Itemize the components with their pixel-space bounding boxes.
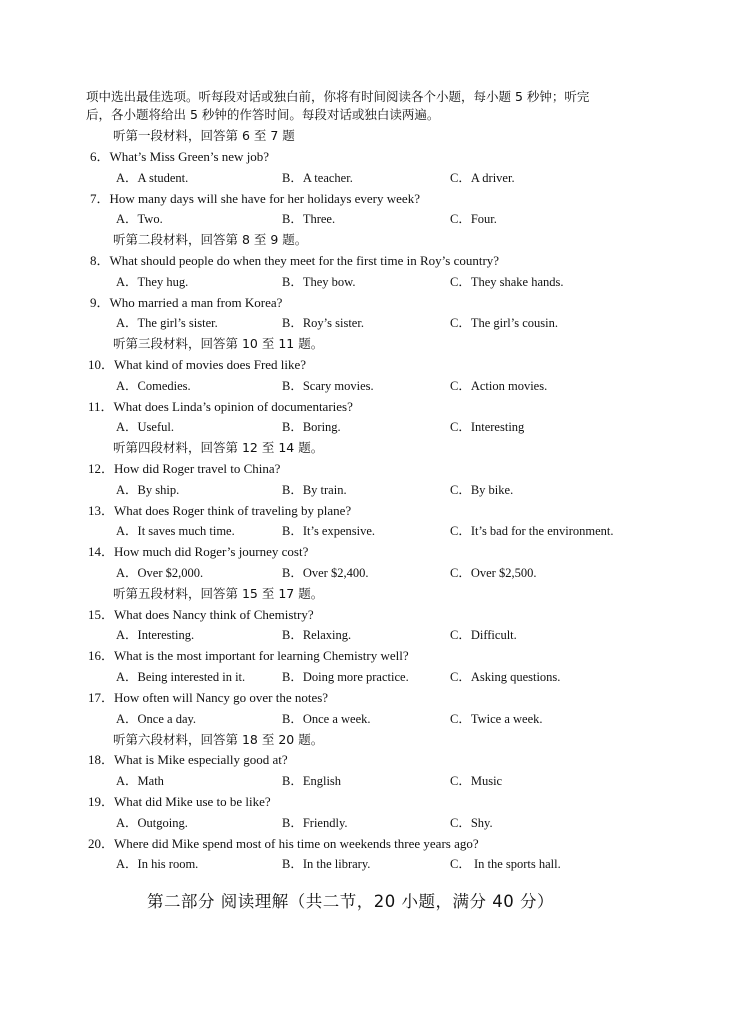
q14-option-a: A．Over $2,000. xyxy=(116,566,204,580)
q16-option-c: C．Asking questions. xyxy=(450,670,561,684)
q20-option-c: C． In the sports hall. xyxy=(450,857,561,871)
q18-option-a: A．Math xyxy=(116,774,164,788)
q10-option-a: A．Comedies. xyxy=(116,379,191,393)
q8-option-a: A．They hug. xyxy=(116,275,189,289)
q19-option-a: A．Outgoing. xyxy=(116,816,188,830)
question-19: 19．What did Mike use to be like? xyxy=(88,794,271,809)
q7-option-c: C．Four. xyxy=(450,212,497,226)
q13-option-c: C．It’s bad for the environment. xyxy=(450,524,614,538)
section-title: 第二部分 阅读理解（共二节，20 小题，满分 40 分） xyxy=(147,892,554,911)
q16-option-a: A．Being interested in it. xyxy=(116,670,246,684)
question-13: 13．What does Roger think of traveling by plane? xyxy=(88,503,352,518)
question-12: 12．How did Roger travel to China? xyxy=(88,461,281,476)
q11-option-a: A．Useful. xyxy=(116,420,174,434)
q17-option-a: A．Once a day. xyxy=(116,712,197,726)
question-20: 20．Where did Mike spend most of his time on weekends three years ago? xyxy=(88,836,479,851)
q20-option-a: A．In his room. xyxy=(116,857,199,871)
q13-option-b: B．It’s expensive. xyxy=(282,524,376,538)
q20-option-b: B．In the library. xyxy=(282,857,371,871)
q10-option-b: B．Scary movies. xyxy=(282,379,374,393)
passage-heading-4: 听第四段材料，回答第 12 至 14 题。 xyxy=(113,440,324,455)
q15-option-c: C．Difficult. xyxy=(450,628,517,642)
question-10: 10．What kind of movies does Fred like? xyxy=(88,357,307,372)
q10-option-c: C．Action movies. xyxy=(450,379,548,393)
q8-option-b: B．They bow. xyxy=(282,275,356,289)
q15-option-a: A．Interesting. xyxy=(116,628,195,642)
question-14: 14．How much did Roger’s journey cost? xyxy=(88,544,309,559)
q17-option-c: C．Twice a week. xyxy=(450,712,543,726)
question-18: 18．What is Mike especially good at? xyxy=(88,752,288,767)
question-15: 15．What does Nancy think of Chemistry? xyxy=(88,607,314,622)
q16-option-b: B．Doing more practice. xyxy=(282,670,409,684)
q12-option-c: C．By bike. xyxy=(450,483,514,497)
passage-heading-2: 听第二段材料，回答第 8 至 9 题。 xyxy=(113,232,308,247)
question-6: 6．What’s Miss Green’s new job? xyxy=(90,149,270,164)
q18-option-b: B．English xyxy=(282,774,342,788)
question-11: 11．What does Linda’s opinion of documentaries? xyxy=(88,399,353,414)
q6-option-b: B．A teacher. xyxy=(282,171,353,185)
passage-heading-3: 听第三段材料，回答第 10 至 11 题。 xyxy=(113,336,324,351)
q18-option-c: C．Music xyxy=(450,774,503,788)
q6-option-c: C．A driver. xyxy=(450,171,515,185)
q11-option-b: B．Boring. xyxy=(282,420,341,434)
q14-option-b: B．Over $2,400. xyxy=(282,566,369,580)
q11-option-c: C．Interesting xyxy=(450,420,525,434)
q12-option-b: B．By train. xyxy=(282,483,347,497)
question-17: 17．How often will Nancy go over the notes? xyxy=(88,690,329,705)
question-9: 9．Who married a man from Korea? xyxy=(90,295,283,310)
q19-option-c: C．Shy. xyxy=(450,816,493,830)
q19-option-b: B．Friendly. xyxy=(282,816,348,830)
question-16: 16．What is the most important for learning Chemistry well? xyxy=(88,648,409,663)
question-7: 7．How many days will she have for her holidays every week? xyxy=(90,191,420,206)
passage-heading-1: 听第一段材料，回答第 6 至 7 题 xyxy=(113,128,295,143)
intro-line-1: 项中选出最佳选项。听每段对话或独白前，你将有时间阅读各个小题，每小题 5 秒钟；听完 xyxy=(86,89,590,104)
q14-option-c: C．Over $2,500. xyxy=(450,566,537,580)
q9-option-b: B．Roy’s sister. xyxy=(282,316,364,330)
intro-line-2: 后，各小题将给出 5 秒钟的作答时间。每段对话或独白读两遍。 xyxy=(86,107,440,122)
q9-option-c: C．The girl’s cousin. xyxy=(450,316,558,330)
q13-option-a: A．It saves much time. xyxy=(116,524,235,538)
q8-option-c: C．They shake hands. xyxy=(450,275,564,289)
q9-option-a: A．The girl’s sister. xyxy=(116,316,218,330)
q6-option-a: A．A student. xyxy=(116,171,189,185)
passage-heading-6: 听第六段材料，回答第 18 至 20 题。 xyxy=(113,732,324,747)
q17-option-b: B．Once a week. xyxy=(282,712,371,726)
q7-option-b: B．Three. xyxy=(282,212,336,226)
q12-option-a: A．By ship. xyxy=(116,483,180,497)
passage-heading-5: 听第五段材料，回答第 15 至 17 题。 xyxy=(113,586,324,601)
q7-option-a: A．Two. xyxy=(116,212,163,226)
q15-option-b: B．Relaxing. xyxy=(282,628,352,642)
question-8: 8．What should people do when they meet for the first time in Roy’s country? xyxy=(90,253,500,268)
